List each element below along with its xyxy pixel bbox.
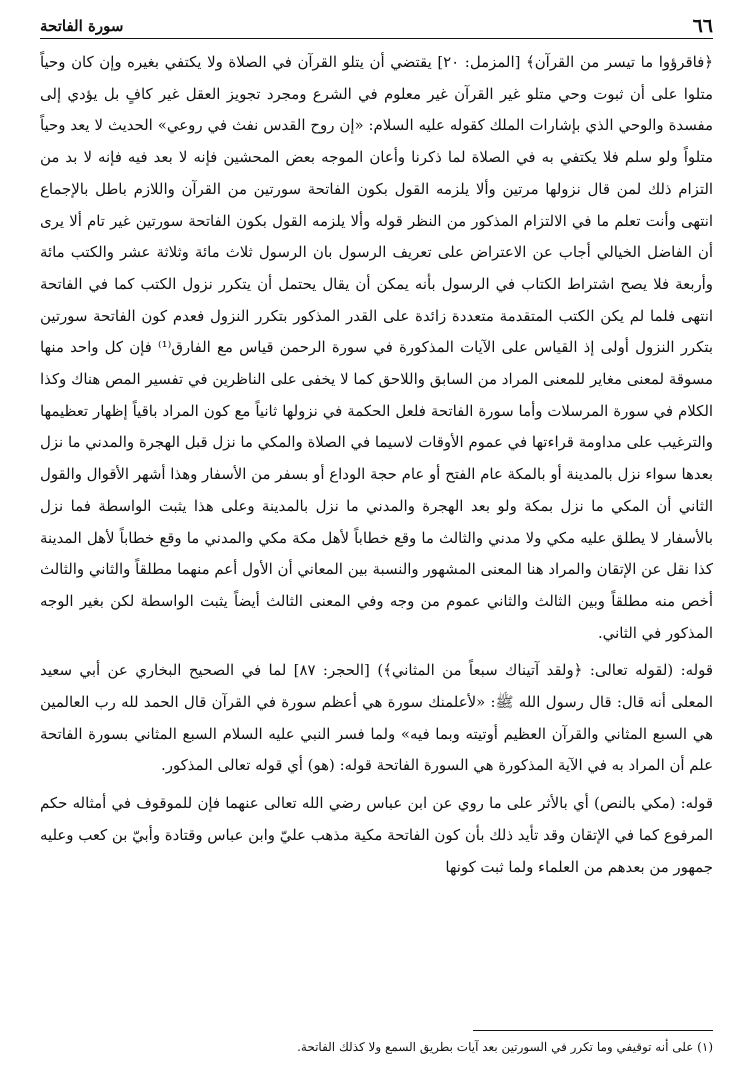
paragraph: ﴿فاقرؤوا ما تيسر من القرآن﴾ [المزمل: ٢٠] يقتضي أن يتلو القرآن في الصلاة ولا يكتفي بغيره وإن كان وحياً متلوا على أن ثبوت وحي متلو غير القرآن غير معلوم في الشرع ومجرد تجويز العقل غير كافٍ بل يؤدي إلى مفسدة والوحي الذي بإشارات الملك كقوله عليه السلام: «إن روح القدس نفث في روعي» الحديث لا يعد وحياً متلواً ولو سلم فلا يكتفي به في الصلاة لما ذكرنا وأعان الموجه بعض المحشين فإنه لا بعد فيه فإنه لا بد من التزام ذلك لمن قال نزولها مرتين وألا يلزمه القول بكون الفاتحة سورتين من القرآن واللازم باطل بالإجماع انتهى وأنت تعلم ما في الالتزام المذكور من النظر قوله وألا يلزمه القول بكون الفاتحة سورتين غير تام ألا يرى أن الفاضل الخيالي أجاب عن الاعتراض على تعريف الرسول بان الرسول ثلاث مائة وثلاثة عشر والكتب مائة وأربعة فلا يصح اشتراط الكتاب في الرسول بأنه يمكن أن يقال يحتمل أن يتكرر نزول الكتب كما في الفاتحة انتهى فلما لم يكن الكتب المتقدمة متعددة زائدة على القدر المذكور بتكرر النزول فعدم كون الفاتحة سورتين بتكرر النزول أولى إذ القياس على الآيات المذكورة في سورة الرحمن قياس مع الفارق⁽¹⁾ فإن كل واحد منها مسوقة لمعنى مغاير للمعنى المراد من السابق واللاحق كما لا يخفى على الناظرين في تفسير المص هناك وكذا الكلام في سورة المرسلات وأما سورة الفاتحة فلعل الحكمة في نزولها ثانياً مع كون المراد باقياً إظهار تعظيمها والترغيب على مداومة قراءتها في عموم الأوقات لاسيما في الصلاة والمكي ما نزل قبل الهجرة والمدني ما نزل بعدها سواء نزل بالمدينة أو بالمكة عام الفتح أو عام حجة الوداع أو بسفر من الأسفار وهذا أشهر الأقوال والقول الثاني أن المكي ما نزل بمكة ولو بعد الهجرة والمدني ما نزل بالمدينة وعلى هذا يثبت الواسطة فما نزل بالأسفار لا يطلق عليه مكي ولا مدني والثالث ما وقع خطاباً لأهل مكة مكي والمدني ما وقع خطاباً لأهل المدينة كذا نقل عن الإتقان والمراد هنا المعنى المشهور والنسبة بين المعاني أن الأول أعم منهما مطلقاً والثاني والثالث أخص منه مطلقاً وبين الثالث والثاني عموم من وجه وفي المعنى الثالث أيضاً يثبت الواسطة لكن بغير الوجه المذكور في الثاني. — [40, 53, 713, 642]
page-body — [40, 47, 713, 939]
footnote: (١) على أنه توقيفي وما تكرر في السورتين بعد آيات بطريق السمع ولا كذلك الفاتحة. — [297, 1040, 713, 1054]
page-header — [40, 12, 713, 39]
running-title: سورة الفاتحة — [40, 17, 124, 35]
footnotes — [40, 1030, 713, 1057]
paragraph: قوله: (لقوله تعالى: ﴿ولقد آتيناك سبعاً من المثاني﴾) [الحجر: ٨٧] لما في الصحيح البخاري عن أبي سعيد المعلى أنه قال: قال رسول الله ﷺ: «لأعلمنك سورة هي أعظم سورة في القرآن قال الحمد لله رب العالمين هي السبع المثاني والقرآن العظيم أوتيته وبما فيه» ولما فسر النبي عليه السلام السبع المثاني بسورة الفاتحة علم أن المراد به في الآية المذكورة هي السورة الفاتحة قوله: (هو) أي قوله تعالى المذكور. — [40, 661, 713, 775]
page-number: ٦٦ — [692, 15, 713, 37]
footnote-divider — [473, 1030, 713, 1031]
paragraph: قوله: (مكي بالنص) أي بالأثر على ما روي عن ابن عباس رضي الله تعالى عنهما فإن للموقوف في أمثاله حكم المرفوع كما في الإتقان وقد تأيد ذلك بأن كون الفاتحة مكية مذهب عليّ وابن عباس وقتادة وأبيّ بن كعب وعليه جمهور من بعدهم من العلماء ولما ثبت كونها — [40, 794, 713, 876]
